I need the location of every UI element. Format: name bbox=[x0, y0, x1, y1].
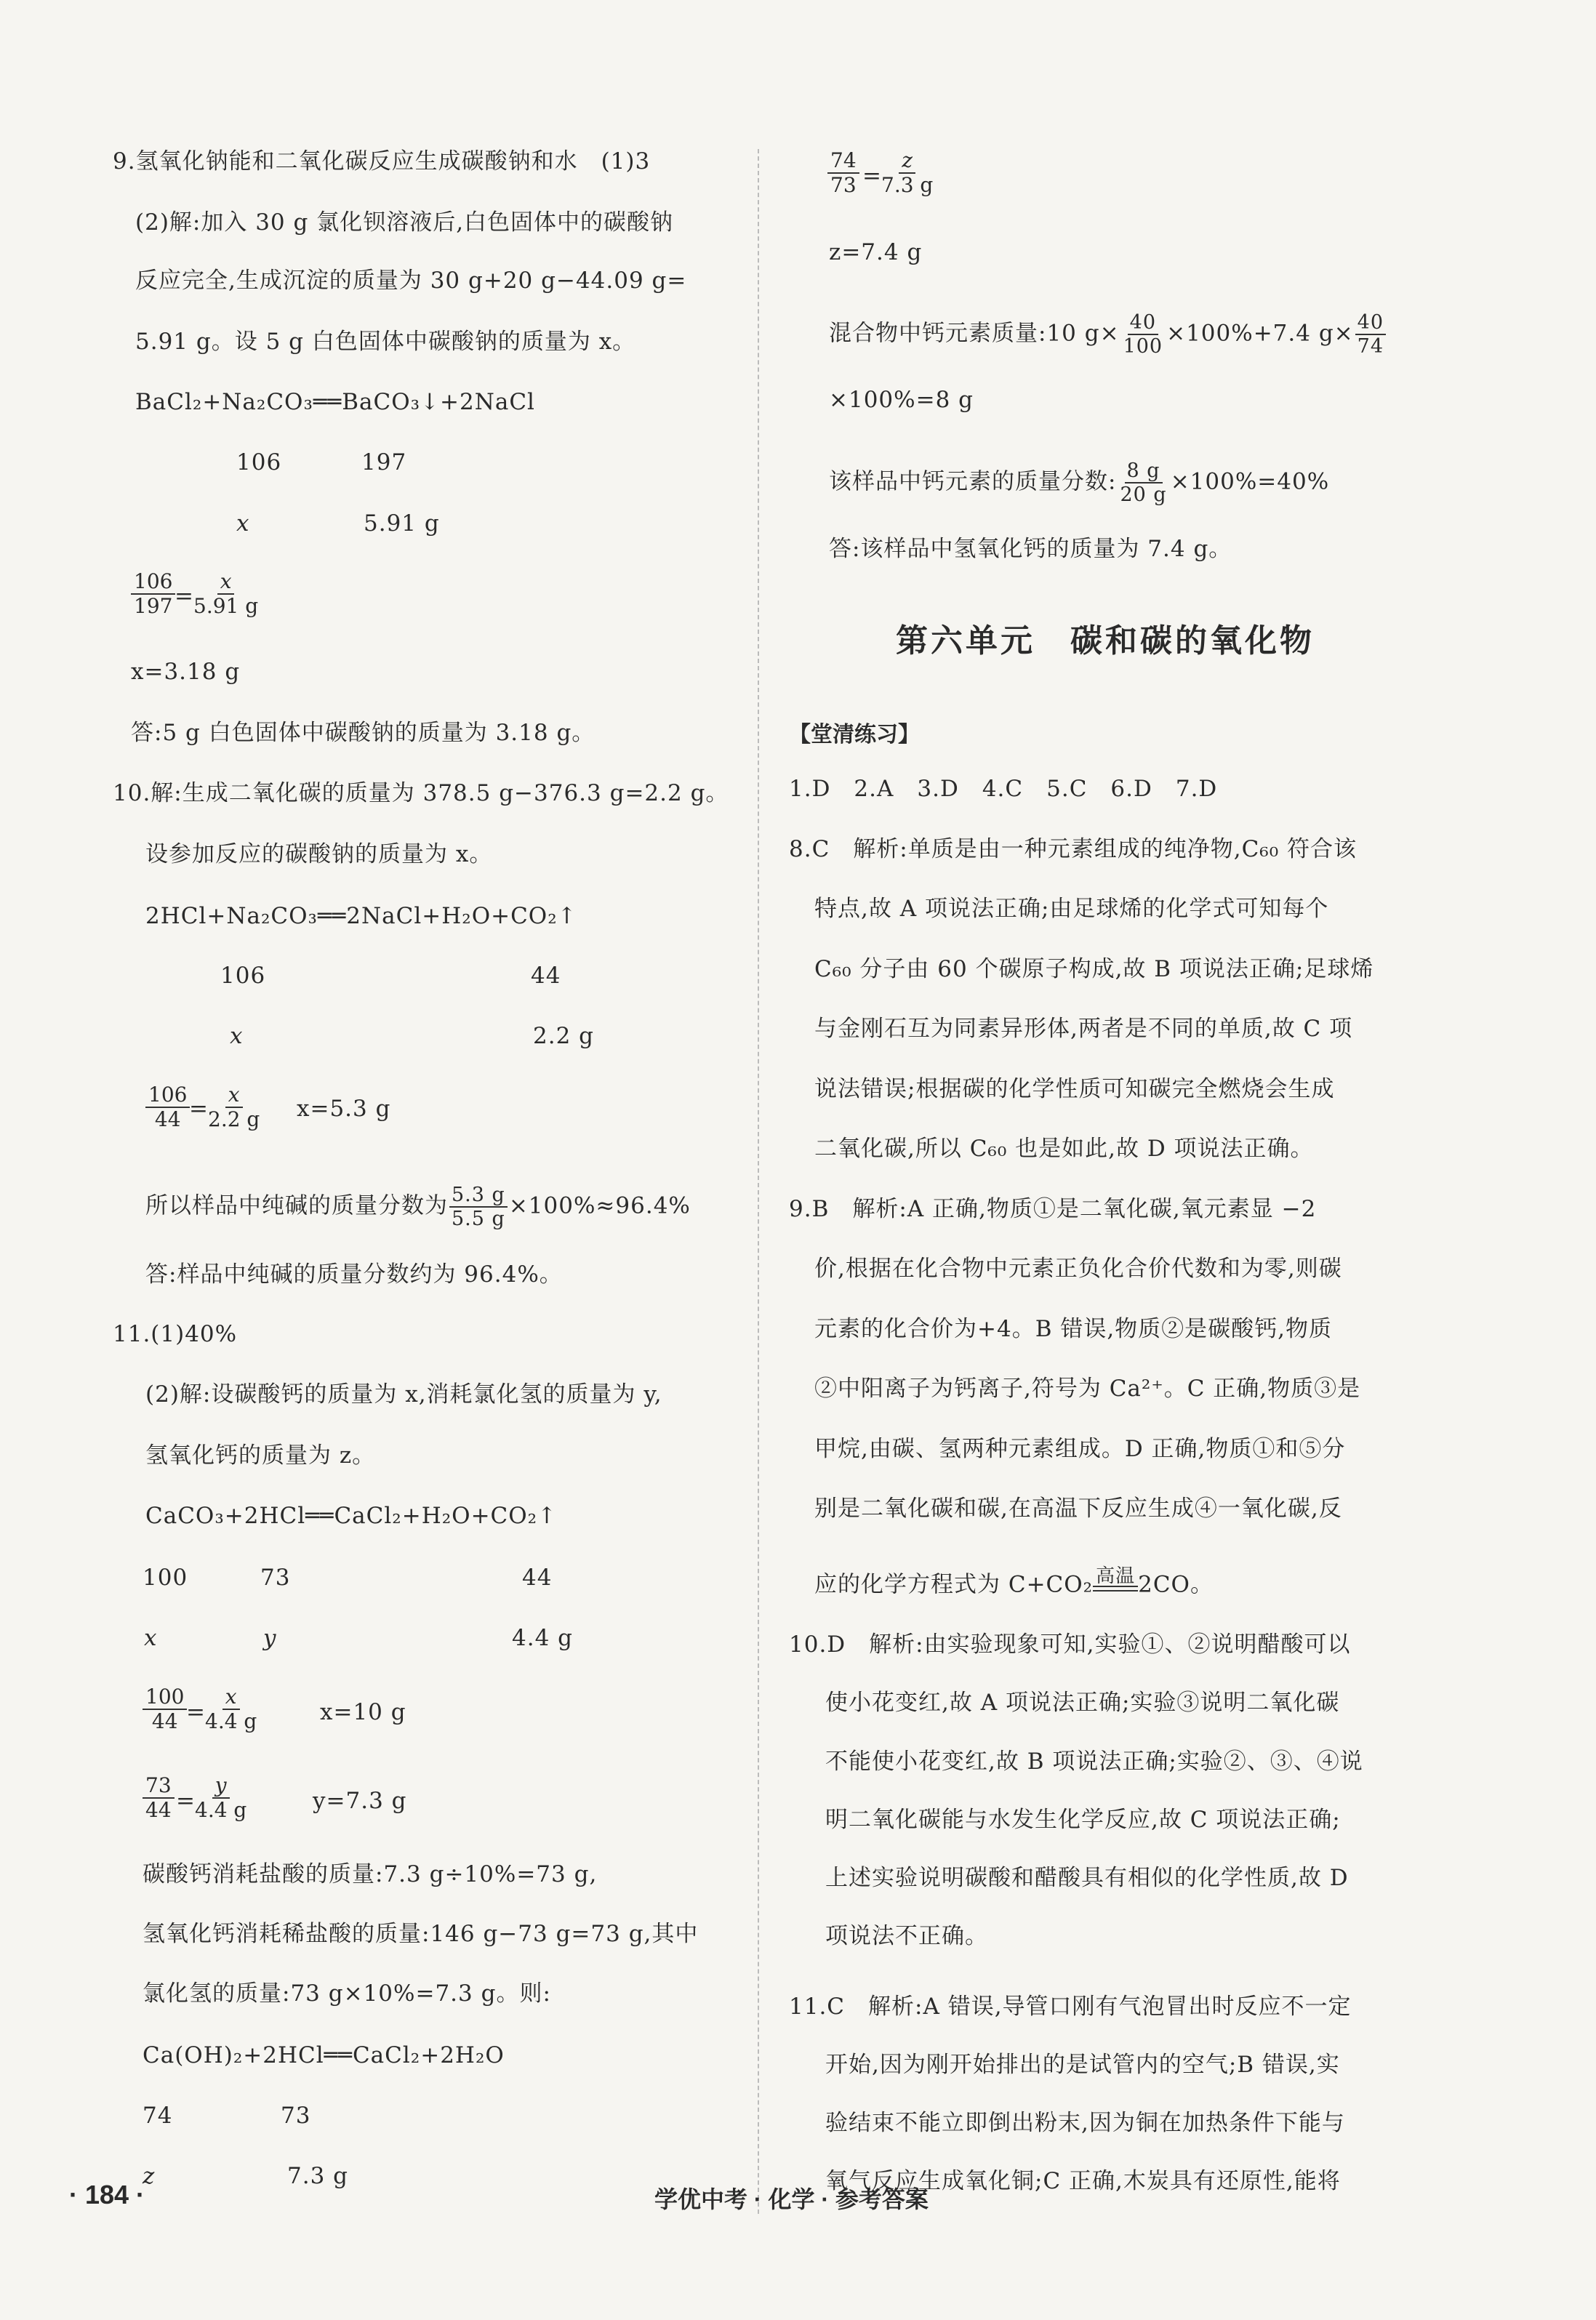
page-number: · 184 · bbox=[69, 2180, 145, 2209]
answer-list: 1.D 2.A 3.D 4.C 5.C 6.D 7.D bbox=[789, 776, 1218, 802]
q10-coef: 106 bbox=[220, 963, 266, 989]
q11-line: (2)解:设碳酸钙的质量为 x,消耗氯化氢的质量为 y, bbox=[145, 1381, 662, 1408]
r-percent-line: 该样品中钙元素的质量分数: $\frac{8 g}{20 g}$ ×100%=40% bbox=[829, 459, 1330, 506]
q9r-equation: 应的化学方程式为 C+CO₂ 高温 2CO。 bbox=[814, 1565, 1214, 1598]
q11-coef: y bbox=[263, 1625, 277, 1651]
q10-fraction-result: x=5.3 g bbox=[297, 1096, 391, 1122]
q8-line: 与金刚石互为同素异形体,两者是不同的单质,故 C 项 bbox=[814, 1016, 1353, 1042]
r-answer: 答:该样品中氢氧化钙的质量为 7.4 g。 bbox=[829, 536, 1232, 562]
q10-line: 设参加反应的碳酸钠的质量为 x。 bbox=[145, 841, 493, 867]
q11-fraction: $\frac{x}{4.4 g}$ bbox=[205, 1685, 257, 1733]
r-fraction: $\frac{74}{73}$ bbox=[827, 149, 859, 197]
q11-coef: z bbox=[143, 2163, 156, 2189]
q9-line: 5.91 g。设 5 g 白色固体中碳酸钠的质量为 x。 bbox=[135, 329, 636, 355]
q9-line: 反应完全,生成沉淀的质量为 30 g+20 g−44.09 g= bbox=[135, 268, 687, 294]
q11-fraction: $\frac{100}{44}$ bbox=[143, 1685, 187, 1733]
q9-header: 9.氢氧化钠能和二氧化碳反应生成碳酸钠和水 (1)3 bbox=[113, 148, 651, 174]
q10r-line: 明二氧化碳能与水发生化学反应,故 C 项说法正确; bbox=[825, 1807, 1341, 1833]
q10r-line: 使小花变红,故 A 项说法正确;实验③说明二氧化碳 bbox=[825, 1690, 1340, 1716]
q11-coef: x bbox=[144, 1625, 158, 1651]
q11-fraction: $\frac{y}{4.4 g}$ bbox=[195, 1773, 247, 1822]
q10-coef: x bbox=[230, 1023, 244, 1049]
footer-title: 学优中考 · 化学 · 参考答案 bbox=[654, 2186, 929, 2212]
q9r-line: ②中阳离子为钙离子,符号为 Ca²⁺。C 正确,物质③是 bbox=[814, 1376, 1361, 1402]
q11-line: 氢氧化钙消耗稀盐酸的质量:146 g−73 g=73 g,其中 bbox=[143, 1921, 699, 1947]
q10-percent-line: 所以样品中纯碱的质量分数为 $\frac{5.3 g}{5.5 g}$ ×100%≈96.4% bbox=[145, 1184, 691, 1230]
q11-fraction-result: y=7.3 g bbox=[313, 1788, 407, 1814]
q10-coef: 2.2 g bbox=[533, 1023, 594, 1049]
q9-answer: 答:5 g 白色固体中碳酸钠的质量为 3.18 g。 bbox=[131, 720, 596, 746]
section-header: 【堂清练习】 bbox=[789, 722, 920, 747]
q9r-line: 甲烷,由碳、氢两种元素组成。D 正确,物质①和⑤分 bbox=[814, 1436, 1346, 1462]
q9r-line: 9.B 解析:A 正确,物质①是二氧化碳,氧元素显 −2 bbox=[789, 1196, 1317, 1222]
q11-equation: Ca(OH)₂+2HCl══CaCl₂+2H₂O bbox=[143, 2042, 505, 2068]
q11-line: 氢氧化钙的质量为 z。 bbox=[145, 1442, 376, 1469]
q11-coef: 7.3 g bbox=[287, 2163, 348, 2189]
q11-coef: 44 bbox=[522, 1565, 553, 1591]
q10r-line: 上述实验说明碳酸和醋酸具有相似的化学性质,故 D bbox=[825, 1865, 1349, 1891]
q9-coef: 5.91 g bbox=[364, 510, 440, 537]
q10-equation: 2HCl+Na₂CO₃══2NaCl+H₂O+CO₂↑ bbox=[145, 903, 577, 929]
q10-coef: 44 bbox=[531, 963, 561, 989]
q11-fraction-result: x=10 g bbox=[320, 1699, 406, 1725]
q9-equation: BaCl₂+Na₂CO₃══BaCO₃↓+2NaCl bbox=[135, 389, 535, 415]
q11-line: 氯化氢的质量:73 g×10%=7.3 g。则: bbox=[143, 1980, 551, 2007]
q10r-line: 不能使小花变红,故 B 项说法正确;实验②、③、④说 bbox=[825, 1749, 1363, 1775]
q9r-line: 价,根据在化合物中元素正负化合价代数和为零,则碳 bbox=[814, 1256, 1342, 1282]
r-mix-line: 混合物中钙元素质量:10 g× $\frac{40}{100}$ ×100%+7.4 g× $\frac{40}{74}$ bbox=[829, 311, 1387, 358]
column-divider bbox=[758, 149, 759, 2214]
q11-equation: CaCO₃+2HCl══CaCl₂+H₂O+CO₂↑ bbox=[145, 1503, 558, 1529]
q9r-line: 别是二氧化碳和碳,在高温下反应生成④一氧化碳,反 bbox=[814, 1496, 1342, 1522]
q11-coef: 74 bbox=[143, 2103, 173, 2129]
q11-line: 11.(1)40% bbox=[113, 1321, 238, 1347]
q10-fraction: $\frac{x}{2.2 g}$ bbox=[208, 1083, 260, 1131]
q11-coef: 73 bbox=[260, 1565, 291, 1591]
q9-line: (2)解:加入 30 g 氯化钡溶液后,白色固体中的碳酸钠 bbox=[135, 209, 674, 236]
r-mix-line2: ×100%=8 g bbox=[829, 387, 974, 413]
q9-result: x=3.18 g bbox=[131, 659, 241, 685]
q9-coef: 106 bbox=[236, 449, 282, 475]
q10-fraction: $\frac{106}{44}$ bbox=[145, 1083, 190, 1131]
q9-fraction: $\frac{x}{5.91 g}$ bbox=[193, 569, 259, 618]
q11-line: 碳酸钙消耗盐酸的质量:7.3 g÷10%=73 g, bbox=[143, 1861, 598, 1887]
q9-coef: x bbox=[236, 510, 250, 537]
q11-coef: 73 bbox=[281, 2103, 311, 2129]
q11-coef: 100 bbox=[143, 1565, 188, 1591]
q10r-line: 项说法不正确。 bbox=[825, 1923, 988, 1949]
q8-line: 8.C 解析:单质是由一种元素组成的纯净物,C₆₀ 符合该 bbox=[789, 836, 1358, 862]
q8-line: 特点,故 A 项说法正确;由足球烯的化学式可知每个 bbox=[814, 896, 1329, 922]
q10r-line: 10.D 解析:由实验现象可知,实验①、②说明醋酸可以 bbox=[789, 1631, 1351, 1658]
q9r-line: 元素的化合价为+4。B 错误,物质②是碳酸钙,物质 bbox=[814, 1316, 1333, 1342]
unit-title: 第六单元 碳和碳的氧化物 bbox=[896, 622, 1315, 659]
q10-answer: 答:样品中纯碱的质量分数约为 96.4%。 bbox=[145, 1261, 563, 1288]
q8-line: 说法错误;根据碳的化学性质可知碳完全燃烧会生成 bbox=[814, 1076, 1335, 1102]
q11r-line: 开始,因为刚开始排出的是试管内的空气;B 错误,实 bbox=[825, 2052, 1340, 2078]
q11-fraction: $\frac{73}{44}$ bbox=[143, 1774, 175, 1822]
r-fraction: $\frac{z}{7.3 g}$ bbox=[881, 148, 934, 197]
q8-line: 二氧化碳,所以 C₆₀ 也是如此,故 D 项说法正确。 bbox=[814, 1136, 1314, 1162]
r-result: z=7.4 g bbox=[829, 239, 923, 265]
q9-fraction: $\frac{106}{197}$ bbox=[131, 570, 175, 618]
q11-coef: 4.4 g bbox=[512, 1625, 573, 1651]
q11r-line: 氧气反应生成氧化铜;C 正确,木炭具有还原性,能将 bbox=[825, 2168, 1341, 2194]
q11r-line: 11.C 解析:A 错误,导管口刚有气泡冒出时反应不一定 bbox=[789, 1994, 1352, 2020]
q9-coef: 197 bbox=[361, 449, 407, 475]
q10-line: 10.解:生成二氧化碳的质量为 378.5 g−376.3 g=2.2 g。 bbox=[113, 780, 729, 806]
q11r-line: 验结束不能立即倒出粉末,因为铜在加热条件下能与 bbox=[825, 2110, 1345, 2136]
q8-line: C₆₀ 分子由 60 个碳原子构成,故 B 项说法正确;足球烯 bbox=[814, 956, 1374, 982]
